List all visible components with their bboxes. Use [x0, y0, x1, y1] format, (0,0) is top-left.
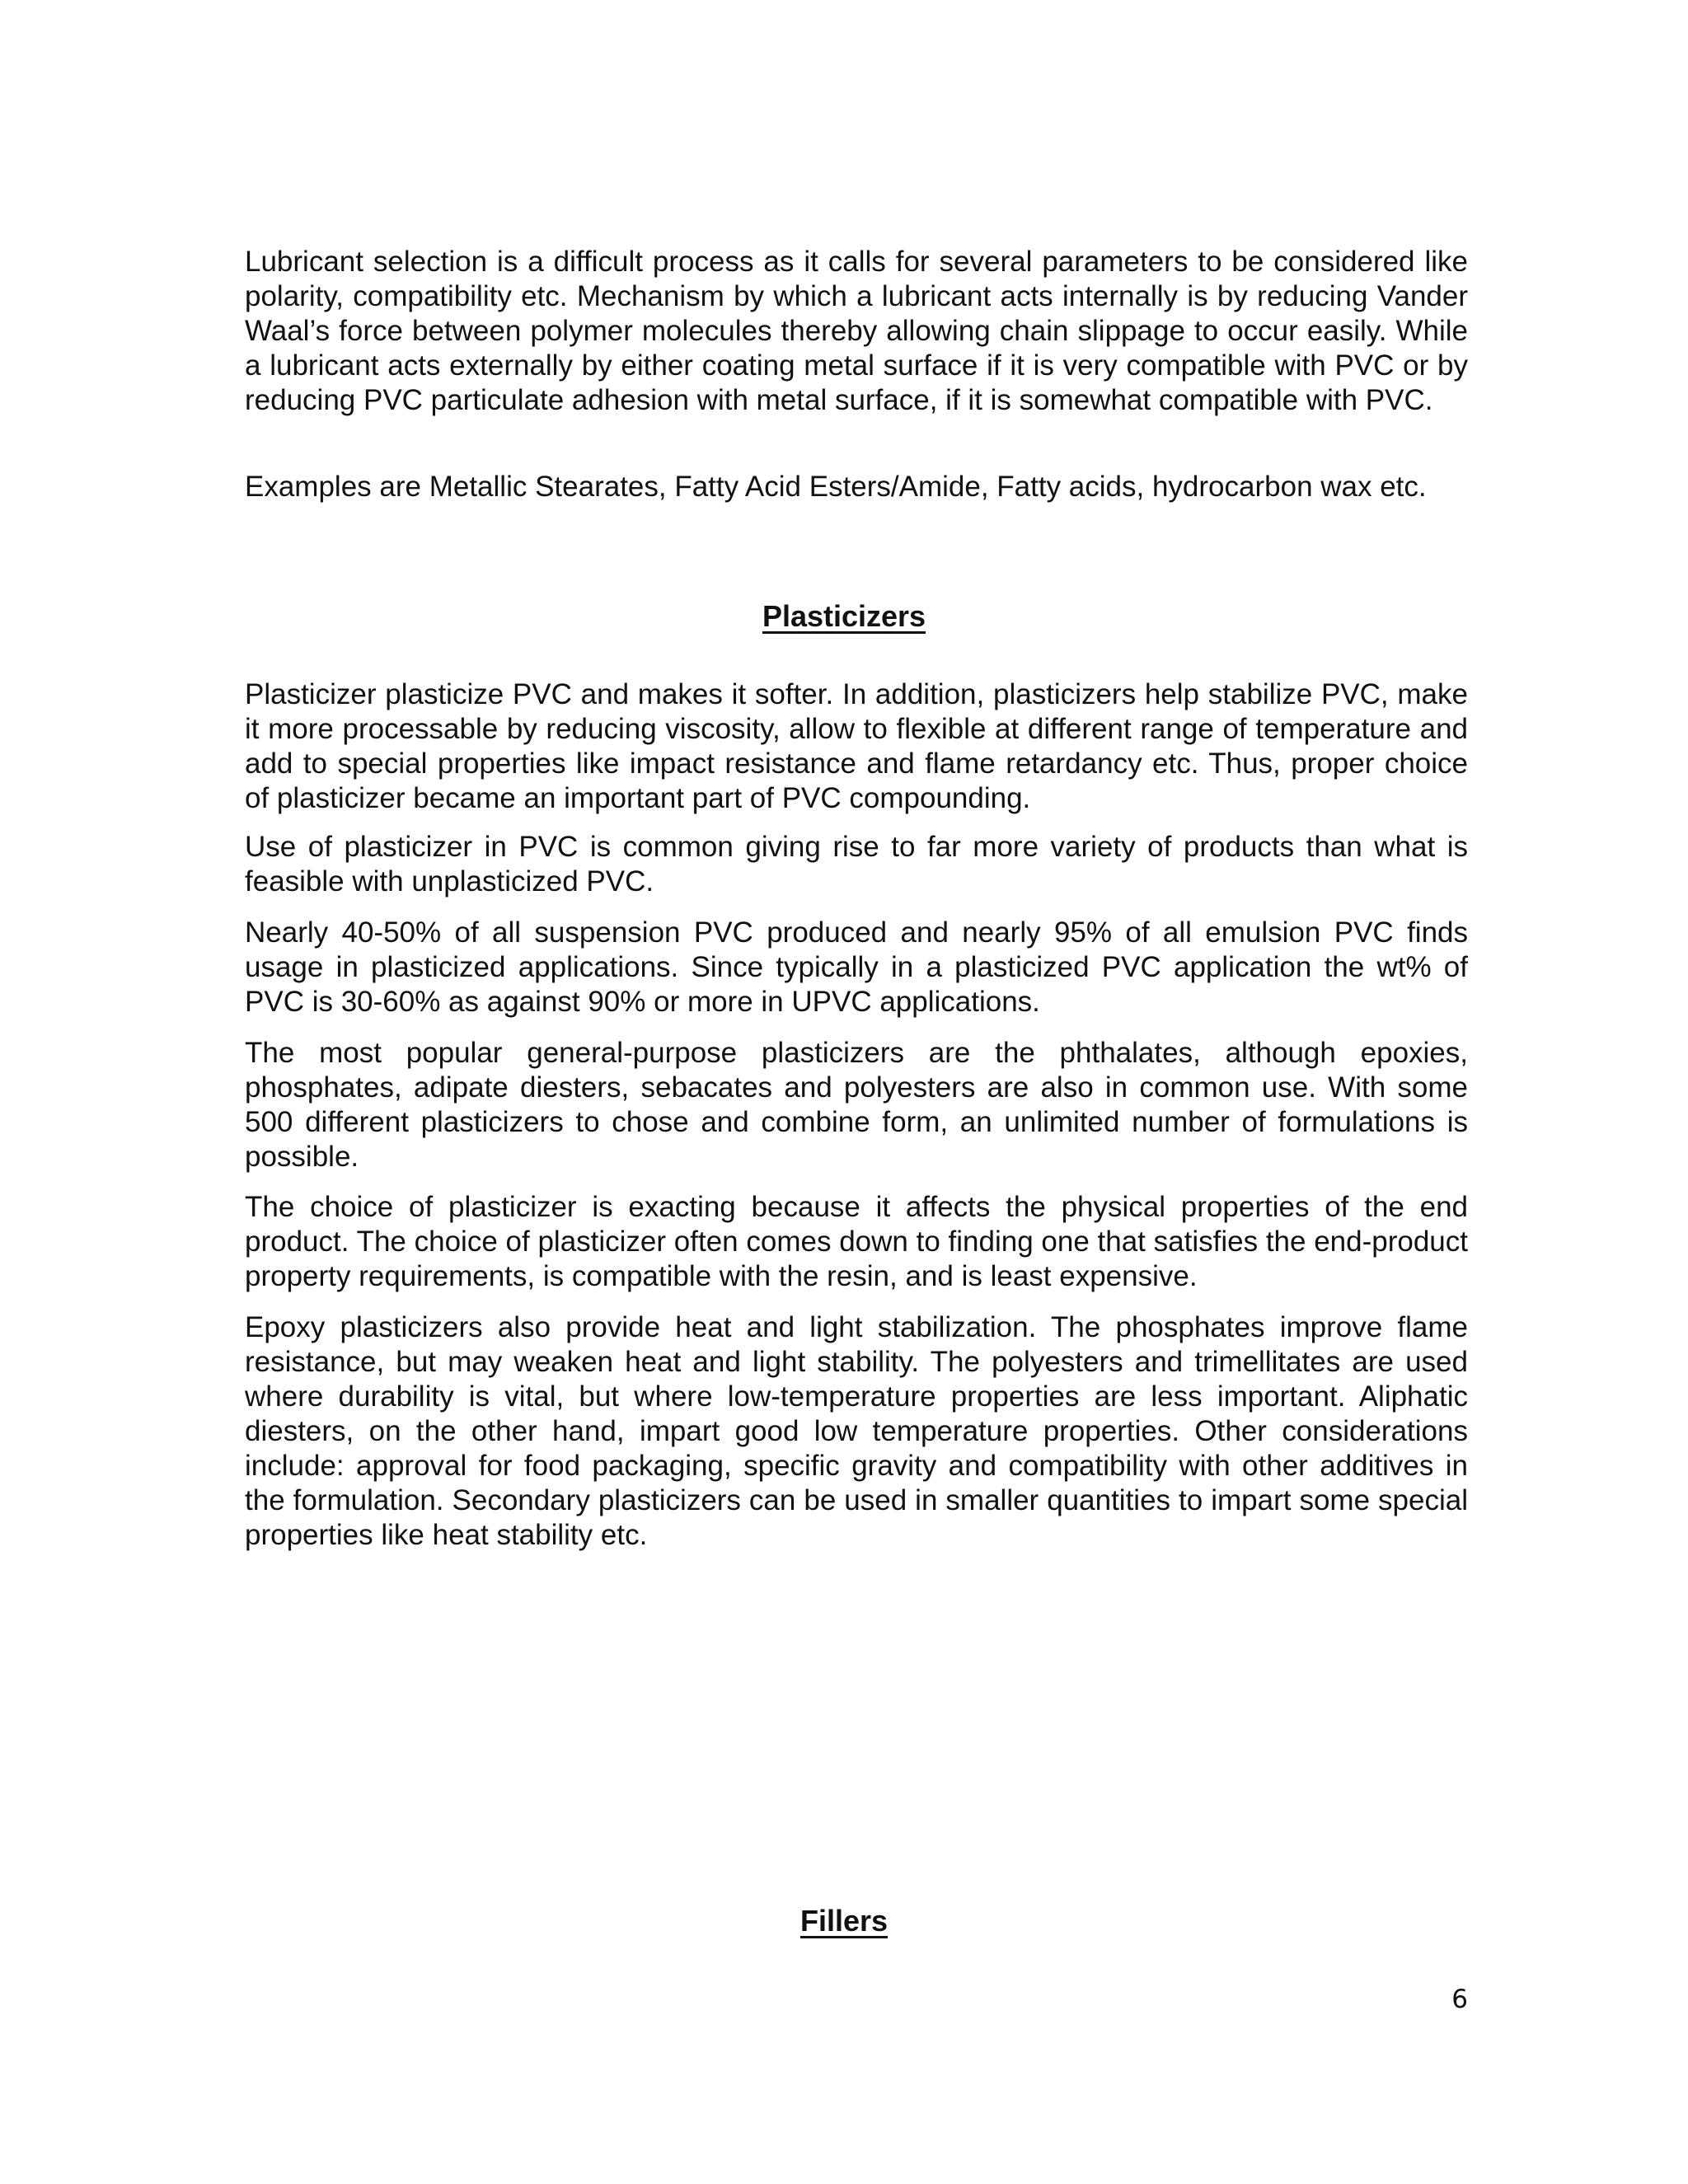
- fillers-heading: Fillers: [799, 1904, 889, 1938]
- lubricant-paragraph-2: Examples are Metallic Stearates, Fatty Acid Esters/Amide, Fatty acids, hydrocarbon wax etc.: [245, 471, 1427, 503]
- plasticizers-paragraph-5: The choice of plasticizer is exacting because it affects the physical properties of the end product. The choice of plasticizer often comes down to finding one that satisfies the end-product property requirements, is compatible with the resin, and is least expensive.: [245, 1191, 1468, 1292]
- plasticizers-paragraph-6: Epoxy plasticizers also provide heat and light stabilization. The phosphates improve flame resistance, but may weaken heat and light stability. The polyesters and trimellitates are used where durability is vital, but where low-temperature properties are less important. Aliphatic diesters, on the other hand, impart good low temperature properties. Other considerations include: approval for food packaging, specific gravity and compatibility with other additives in the formulation. Secondary plasticizers can be used in smaller quantities to impart some special properties like heat stability etc.: [245, 1311, 1468, 1551]
- plasticizers-paragraph-2: Use of plasticizer in PVC is common giving rise to far more variety of products than what is feasible with unplasticized PVC.: [245, 831, 1468, 898]
- page-number: 6: [1451, 1985, 1468, 2014]
- plasticizers-paragraph-3: Nearly 40-50% of all suspension PVC produced and nearly 95% of all emulsion PVC finds usage in plasticized applications. Since typically in a plasticized PVC application the wt% of PVC is 30-60% as against 90% or more in UPVC applications.: [245, 916, 1468, 1018]
- plasticizers-heading: Plasticizers: [762, 599, 926, 633]
- lubricant-paragraph-1: Lubricant selection is a difficult process as it calls for several parameters to be considered like polarity, compatibility etc. Mechanism by which a lubricant acts internally is by reducing Vander Waal’s force between polymer molecules thereby allowing chain slippage to occur easily. While a lubricant acts externally by either coating metal surface if it is very compatible with PVC or by reducing PVC particulate adhesion with metal surface, if it is somewhat compatible with PVC.: [245, 246, 1468, 416]
- plasticizers-paragraph-4: The most popular general-purpose plasticizers are the phthalates, although epoxies, phosphates, adipate diesters, sebacates and polyesters are also in common use. With some 500 different plasticizers to chose and combine form, an unlimited number of formulations is possible.: [245, 1037, 1468, 1173]
- plasticizers-paragraph-1: Plasticizer plasticize PVC and makes it softer. In addition, plasticizers help stabilize PVC, make it more processable by reducing viscosity, allow to flexible at different range of temperature and add to special properties like impact resistance and flame retardancy etc. Thus, proper choice of plasticizer became an important part of PVC compounding.: [245, 678, 1468, 814]
